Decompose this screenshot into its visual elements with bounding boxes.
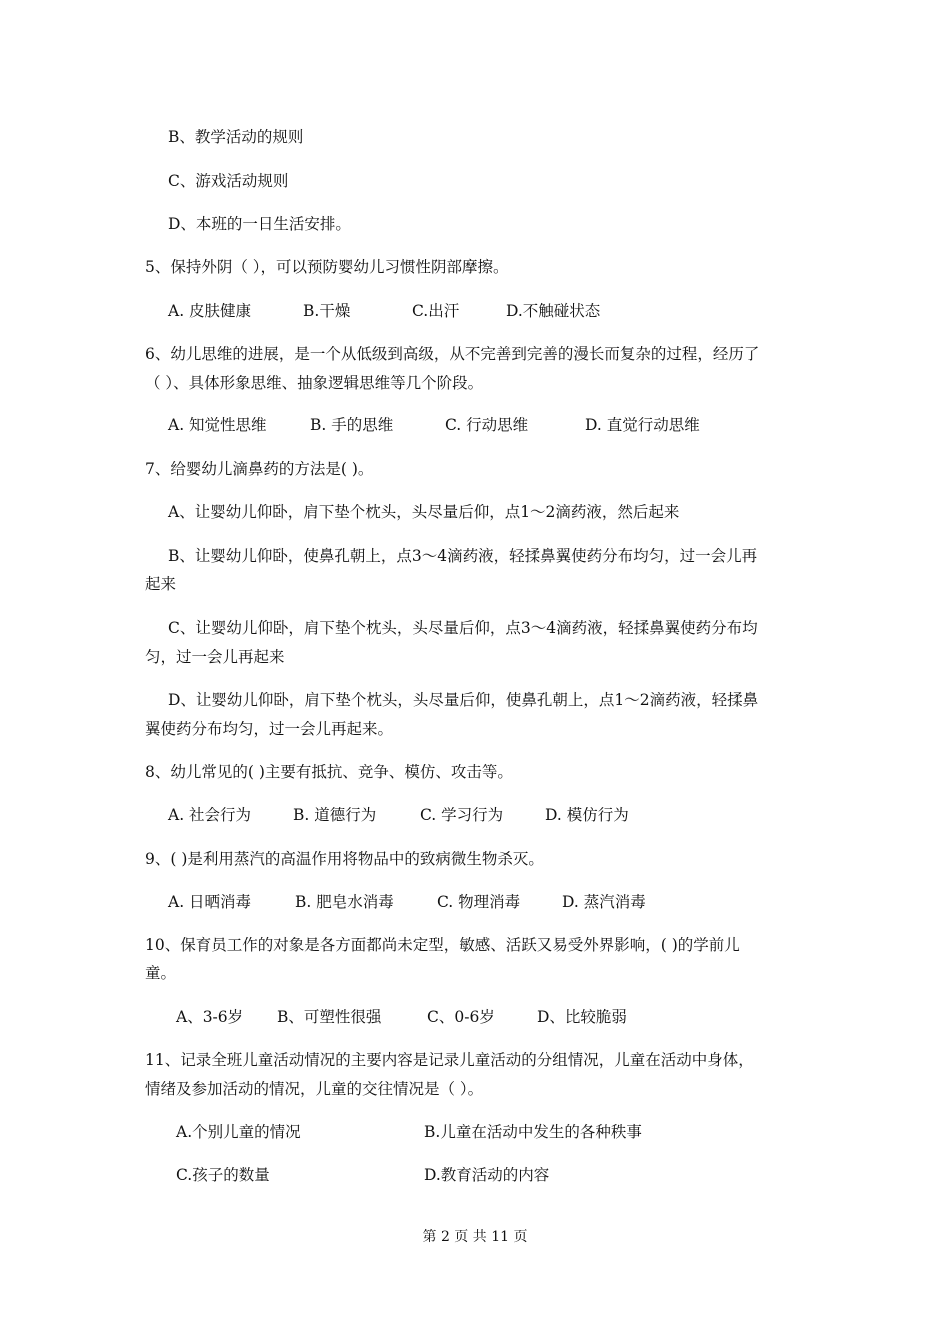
q11-stem-line1: 11、记录全班儿童活动情况的主要内容是记录儿童活动的分组情况，儿童在活动中身体，: [145, 1051, 754, 1069]
q9-option-c: C. 物理消毒: [437, 893, 521, 911]
q7-option-d-line1: D、让婴幼儿仰卧，肩下垫个枕头，头尽量后仰，使鼻孔朝上，点1～2滴药液，轻揉鼻: [168, 691, 759, 709]
q6-stem-line1: 6、幼儿思维的进展，是一个从低级到高级，从不完善到完善的漫长而复杂的过程，经历了: [145, 345, 760, 363]
q6-stem-line2: （ ）、具体形象思维、抽象逻辑思维等几个阶段。: [145, 374, 484, 392]
q8-option-b: B. 道德行为: [293, 806, 377, 824]
q10-option-c: C、0-6岁: [427, 1008, 495, 1026]
q10-stem-line2: 童。: [145, 964, 177, 982]
q7-option-b-line2: 起来: [145, 575, 177, 593]
q11-option-d: D.教育活动的内容: [424, 1166, 550, 1184]
q7-option-c-line2: 匀，过一会儿再起来: [145, 648, 285, 666]
q8-option-d: D. 模仿行为: [545, 806, 629, 824]
q9-stem: 9、( )是利用蒸汽的高温作用将物品中的致病微生物杀灭。: [145, 850, 544, 868]
q4-option-d: D、本班的一日生活安排。: [168, 215, 351, 233]
q6-option-d: D. 直觉行动思维: [585, 416, 700, 434]
q6-option-a: A. 知觉性思维: [168, 416, 267, 434]
q10-option-d: D、比较脆弱: [537, 1008, 627, 1026]
q4-option-c: C、游戏活动规则: [168, 172, 289, 190]
q6-option-c: C. 行动思维: [445, 416, 529, 434]
q4-option-b: B、教学活动的规则: [168, 128, 304, 146]
q5-option-c: C.出汗: [412, 302, 460, 320]
q7-option-c-line1: C、让婴幼儿仰卧，肩下垫个枕头，头尽量后仰，点3～4滴药液，轻揉鼻翼使药分布均: [168, 619, 758, 637]
q9-option-a: A. 日晒消毒: [168, 893, 252, 911]
q5-option-a: A. 皮肤健康: [168, 302, 252, 320]
q8-option-c: C. 学习行为: [420, 806, 504, 824]
q7-option-b-line1: B、让婴幼儿仰卧，使鼻孔朝上，点3～4滴药液，轻揉鼻翼使药分布均匀，过一会儿再: [168, 547, 758, 565]
q11-option-b: B.儿童在活动中发生的各种秩事: [424, 1123, 642, 1141]
q8-stem: 8、幼儿常见的( )主要有抵抗、竞争、模仿、攻击等。: [145, 763, 513, 781]
q5-option-d: D.不触碰状态: [506, 302, 601, 320]
q5-option-b: B.干燥: [303, 302, 351, 320]
q7-option-a: A、让婴幼儿仰卧，肩下垫个枕头，头尽量后仰，点1～2滴药液，然后起来: [168, 503, 680, 521]
q11-stem-line2: 情绪及参加活动的情况，儿童的交往情况是（ ）。: [145, 1080, 484, 1098]
q10-option-b: B、可塑性很强: [277, 1008, 382, 1026]
q11-option-c: C.孩子的数量: [176, 1166, 270, 1184]
q5-stem: 5、保持外阴（ ），可以预防婴幼儿习惯性阴部摩擦。: [145, 258, 509, 276]
q9-option-b: B. 肥皂水消毒: [295, 893, 394, 911]
q7-stem: 7、给婴幼儿滴鼻药的方法是( )。: [145, 460, 374, 478]
q10-stem-line1: 10、保育员工作的对象是各方面都尚未定型，敏感、活跃又易受外界影响，( )的学前儿: [145, 936, 740, 954]
q10-option-a: A、3-6岁: [176, 1008, 244, 1026]
page-footer: 第 2 页 共 11 页: [422, 1229, 528, 1245]
q11-option-a: A.个别儿童的情况: [176, 1123, 301, 1141]
q8-option-a: A. 社会行为: [168, 806, 252, 824]
q6-option-b: B. 手的思维: [310, 416, 394, 434]
q7-option-d-line2: 翼使药分布均匀，过一会儿再起来。: [145, 720, 394, 738]
q9-option-d: D. 蒸汽消毒: [562, 893, 646, 911]
